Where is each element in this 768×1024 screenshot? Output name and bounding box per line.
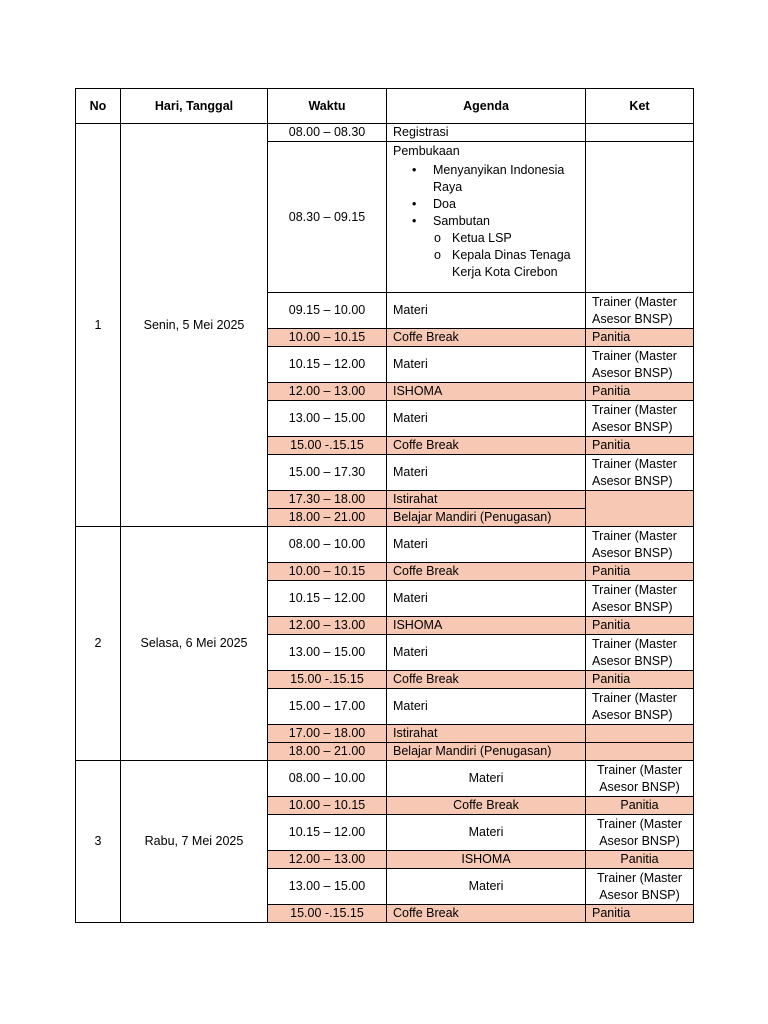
opening-list xyxy=(393,162,579,281)
time-cell: 10.00 – 10.15 xyxy=(268,329,387,347)
time-cell: 13.00 – 15.00 xyxy=(268,635,387,671)
agenda-cell: Materi xyxy=(387,293,586,329)
agenda-cell: ISHOMA xyxy=(387,383,586,401)
agenda-cell: Coffe Break xyxy=(387,563,586,581)
time-cell: 10.15 – 12.00 xyxy=(268,815,387,851)
agenda-cell: Istirahat xyxy=(387,725,586,743)
ket-cell: Trainer (Master Asesor BNSP) xyxy=(586,581,694,617)
time-cell: 12.00 – 13.00 xyxy=(268,383,387,401)
time-cell: 10.00 – 10.15 xyxy=(268,563,387,581)
agenda-cell: ISHOMA xyxy=(387,617,586,635)
agenda-cell: Coffe Break xyxy=(387,905,586,923)
ket-cell xyxy=(586,124,694,142)
ket-cell: Trainer (Master Asesor BNSP) xyxy=(586,761,694,797)
table-row xyxy=(76,124,694,142)
header-no: No xyxy=(76,89,121,124)
agenda-cell: Materi xyxy=(387,689,586,725)
agenda-cell: Materi xyxy=(387,581,586,617)
time-cell: 15.00 – 17.30 xyxy=(268,455,387,491)
agenda-cell: ISHOMA xyxy=(387,851,586,869)
agenda-cell: Coffe Break xyxy=(387,437,586,455)
list-item-label: Sambutan xyxy=(433,214,490,228)
ket-cell: Trainer (Master Asesor BNSP) xyxy=(586,455,694,491)
time-cell: 15.00 -.15.15 xyxy=(268,905,387,923)
ket-cell: Panitia xyxy=(586,329,694,347)
list-item: • Menyanyikan Indonesia Raya xyxy=(433,162,579,196)
time-cell: 08.00 – 10.00 xyxy=(268,761,387,797)
schedule-table xyxy=(75,88,694,923)
ket-cell: Panitia xyxy=(586,383,694,401)
ket-cell: Trainer (Master Asesor BNSP) xyxy=(586,869,694,905)
agenda-cell: Materi xyxy=(387,455,586,491)
time-cell: 08.30 – 09.15 xyxy=(268,142,387,293)
header-waktu: Waktu xyxy=(268,89,387,124)
ket-cell: Panitia xyxy=(586,563,694,581)
sublist-item: o Ketua LSP xyxy=(452,230,579,247)
ket-cell: Trainer (Master Asesor BNSP) xyxy=(586,635,694,671)
time-cell: 17.30 – 18.00 xyxy=(268,491,387,509)
agenda-cell: Coffe Break xyxy=(387,329,586,347)
ket-cell: Panitia xyxy=(586,671,694,689)
day-date: Senin, 5 Mei 2025 xyxy=(121,124,268,527)
day-date: Selasa, 6 Mei 2025 xyxy=(121,527,268,761)
agenda-cell: Materi xyxy=(387,761,586,797)
ket-cell: Trainer (Master Asesor BNSP) xyxy=(586,527,694,563)
header-hari-tanggal: Hari, Tanggal xyxy=(121,89,268,124)
ket-cell: Panitia xyxy=(586,797,694,815)
ket-cell: Trainer (Master Asesor BNSP) xyxy=(586,815,694,851)
agenda-cell: Materi xyxy=(387,527,586,563)
agenda-cell: Coffe Break xyxy=(387,671,586,689)
agenda-cell: Materi xyxy=(387,869,586,905)
time-cell: 13.00 – 15.00 xyxy=(268,401,387,437)
time-cell: 15.00 -.15.15 xyxy=(268,437,387,455)
ket-cell: Trainer (Master Asesor BNSP) xyxy=(586,401,694,437)
agenda-cell: Belajar Mandiri (Penugasan) xyxy=(387,509,586,527)
time-cell: 15.00 – 17.00 xyxy=(268,689,387,725)
agenda-cell: Istirahat xyxy=(387,491,586,509)
ket-cell xyxy=(586,491,694,527)
ket-cell xyxy=(586,725,694,743)
table-row xyxy=(76,761,694,797)
time-cell: 18.00 – 21.00 xyxy=(268,509,387,527)
time-cell: 17.00 – 18.00 xyxy=(268,725,387,743)
list-item xyxy=(433,213,579,281)
ket-cell: Trainer (Master Asesor BNSP) xyxy=(586,347,694,383)
day-no: 3 xyxy=(76,761,121,923)
ket-cell: Panitia xyxy=(586,617,694,635)
agenda-cell: Coffe Break xyxy=(387,797,586,815)
agenda-cell: Registrasi xyxy=(387,124,586,142)
time-cell: 10.15 – 12.00 xyxy=(268,347,387,383)
day-no: 1 xyxy=(76,124,121,527)
time-cell: 08.00 – 08.30 xyxy=(268,124,387,142)
time-cell: 12.00 – 13.00 xyxy=(268,851,387,869)
list-item: • Doa xyxy=(433,196,579,213)
ket-cell: Panitia xyxy=(586,905,694,923)
time-cell: 15.00 -.15.15 xyxy=(268,671,387,689)
time-cell: 13.00 – 15.00 xyxy=(268,869,387,905)
ket-cell xyxy=(586,743,694,761)
day-no: 2 xyxy=(76,527,121,761)
agenda-cell: Materi xyxy=(387,347,586,383)
time-cell: 12.00 – 13.00 xyxy=(268,617,387,635)
ket-cell xyxy=(586,142,694,293)
sambutan-sublist xyxy=(433,230,579,281)
time-cell: 09.15 – 10.00 xyxy=(268,293,387,329)
ket-cell: Trainer (Master Asesor BNSP) xyxy=(586,689,694,725)
header-row xyxy=(76,89,694,124)
ket-cell: Panitia xyxy=(586,437,694,455)
agenda-cell: Materi xyxy=(387,635,586,671)
ket-cell: Trainer (Master Asesor BNSP) xyxy=(586,293,694,329)
agenda-cell: Belajar Mandiri (Penugasan) xyxy=(387,743,586,761)
agenda-cell: Materi xyxy=(387,815,586,851)
header-agenda: Agenda xyxy=(387,89,586,124)
time-cell: 10.00 – 10.15 xyxy=(268,797,387,815)
opening-agenda-cell xyxy=(387,142,586,293)
ket-cell: Panitia xyxy=(586,851,694,869)
time-cell: 18.00 – 21.00 xyxy=(268,743,387,761)
table-row xyxy=(76,527,694,563)
time-cell: 08.00 – 10.00 xyxy=(268,527,387,563)
opening-title: Pembukaan xyxy=(393,144,460,158)
header-ket: Ket xyxy=(586,89,694,124)
day-date: Rabu, 7 Mei 2025 xyxy=(121,761,268,923)
time-cell: 10.15 – 12.00 xyxy=(268,581,387,617)
sublist-item: o Kepala Dinas Tenaga Kerja Kota Cirebon xyxy=(452,247,579,281)
agenda-cell: Materi xyxy=(387,401,586,437)
